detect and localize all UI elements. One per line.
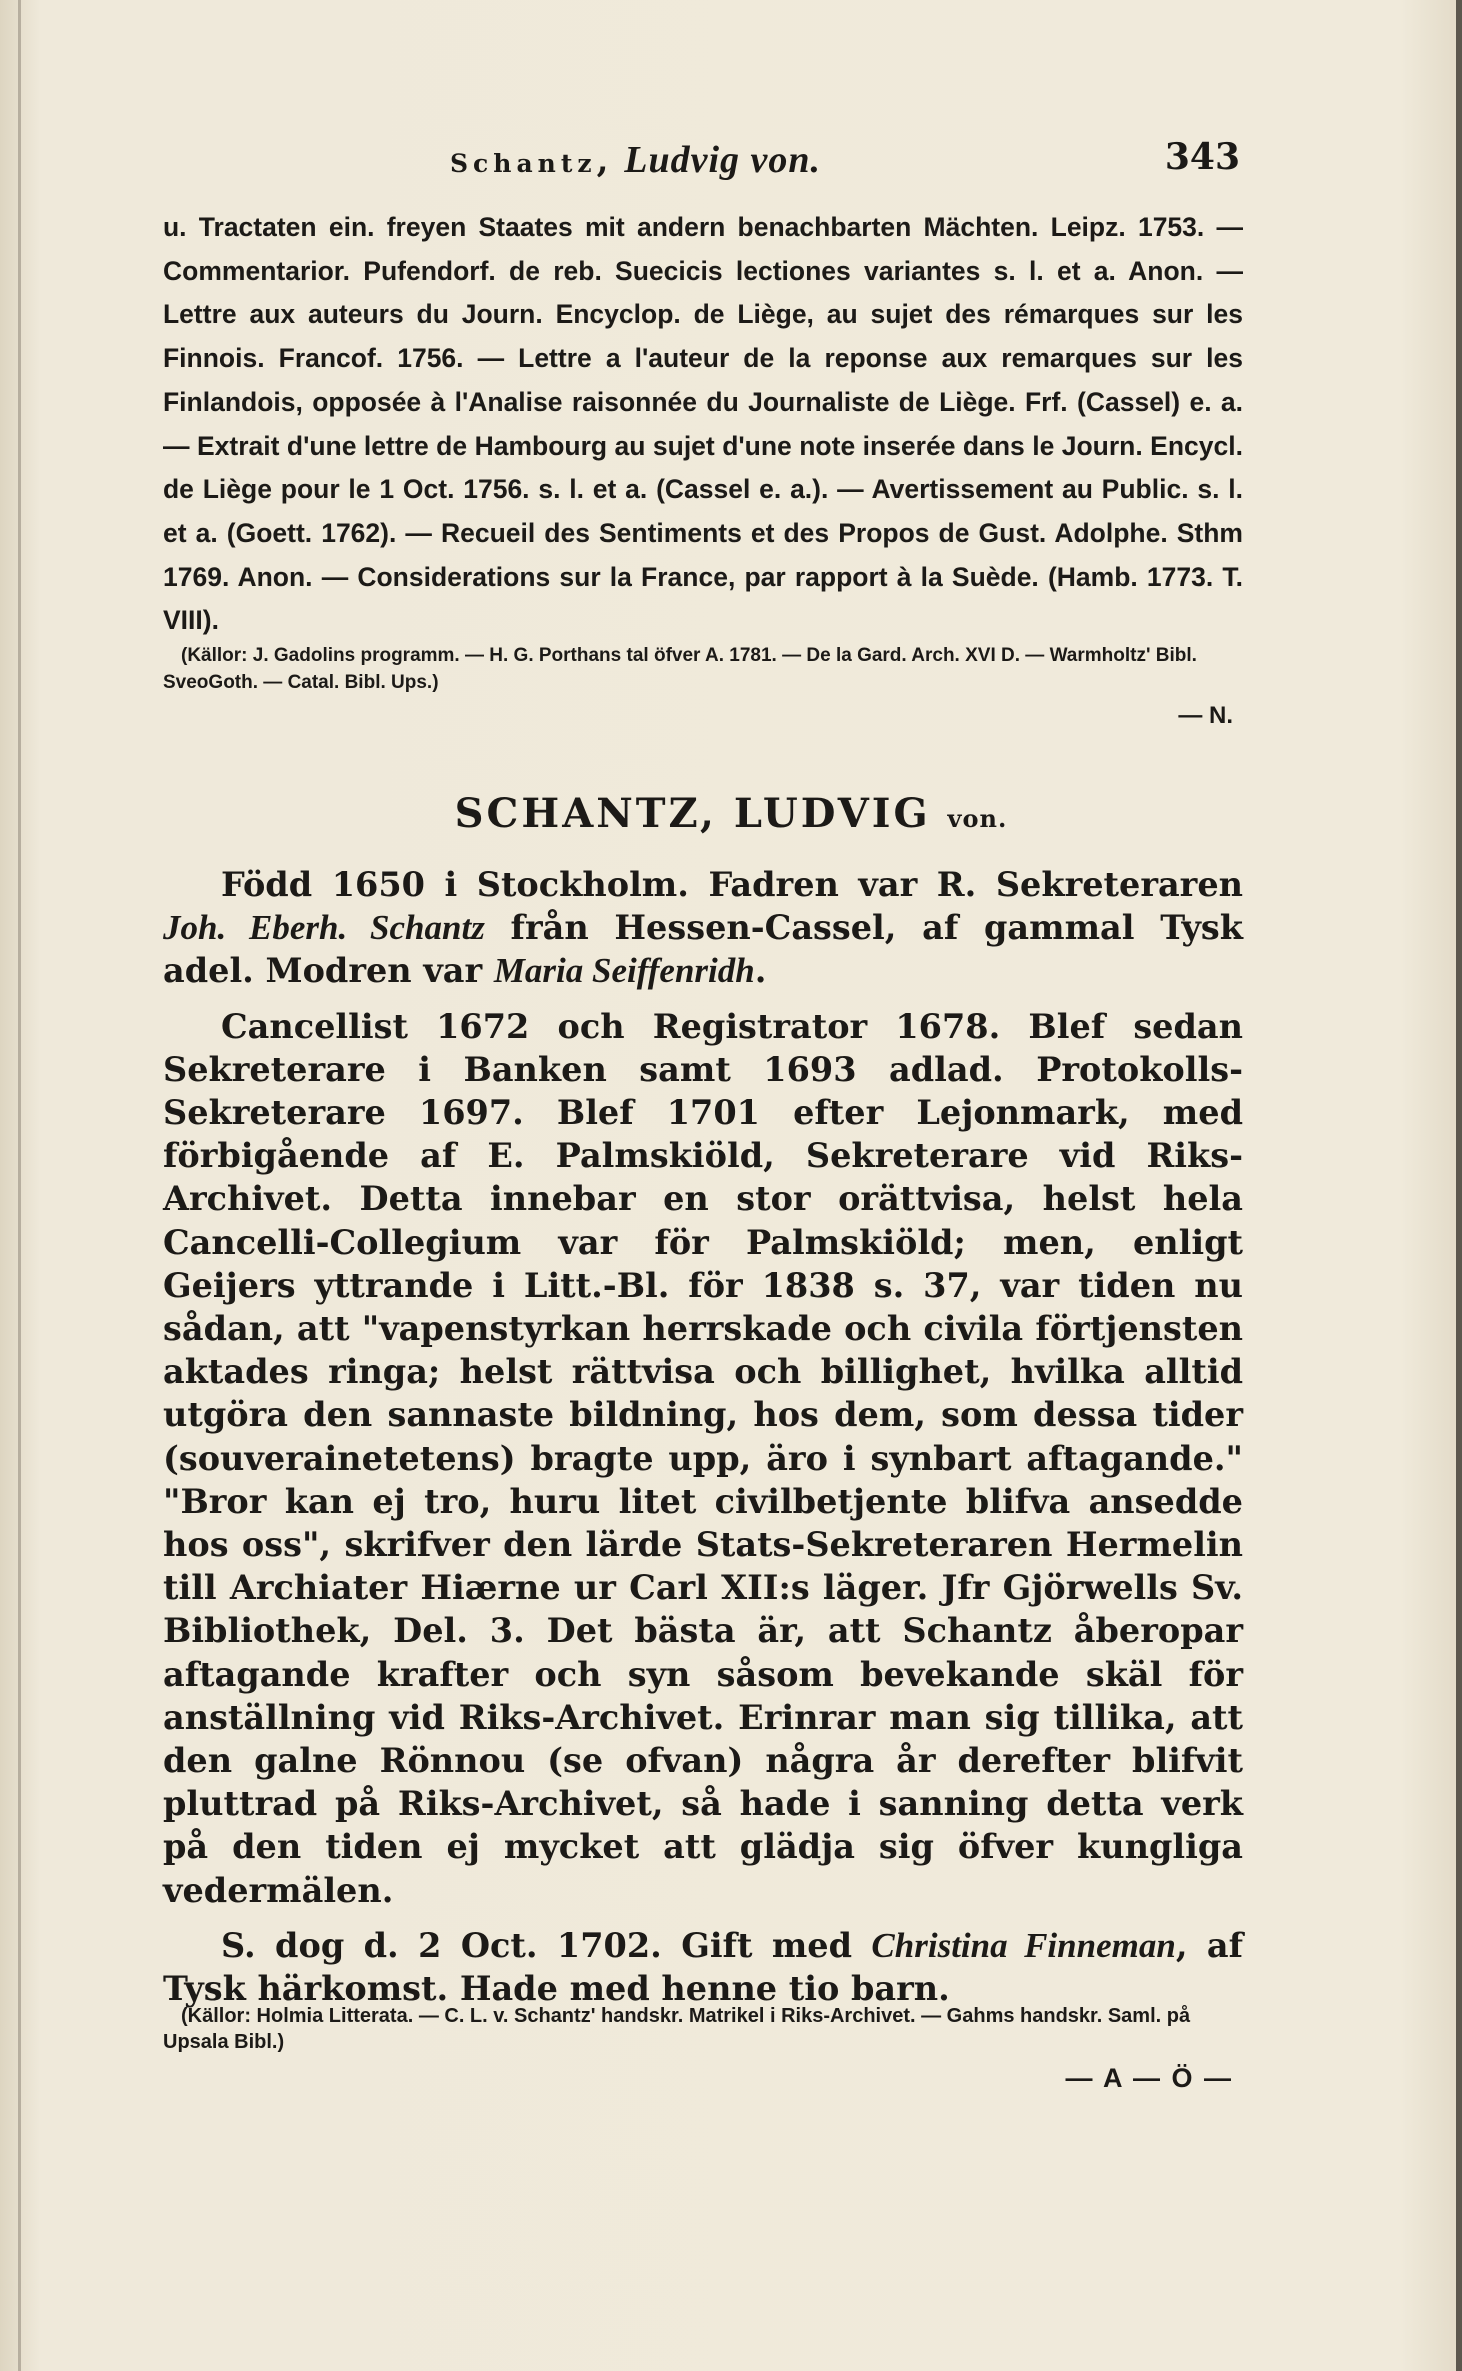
paragraph-death — [163, 1924, 1243, 2010]
paragraph-birth — [163, 863, 1243, 993]
page-number: 343 — [1164, 136, 1240, 178]
p3-text-2: , af Tysk härkomst. Hade med henne tio barn. — [163, 1925, 1244, 2009]
running-head — [450, 138, 821, 182]
entry-title-suffix: von. — [947, 804, 1008, 833]
page-header — [160, 136, 1240, 181]
running-head-surname: Schantz — [450, 149, 597, 178]
previous-entry-signature: — N. — [1178, 702, 1233, 729]
paragraph-career: Cancellist 1672 och Registrator 1678. Blef sedan Sekreterare i Banken samt 1693 adlad. Protokolls-Sekreterare 1697. Blef 1701 efter Lejonmark, med förbigående af E. Palmskiöld, Sekreterare vid Riks-Archivet. Detta innebar en stor orättvisa, helst hela Cancelli-Collegium var för Palmskiöld; men, enligt Geijers yttrande i Litt.-Bl. för 1838 s. 37, var tiden nu sådan, att "vapenstyrkan herrskade och civila förtjensten aktades ringa; helst rättvisa och billighet, hvilka alltid utgöra den sannaste bildning, hos dem, som dessa tider (souverainetetens) bragte upp, äro i synbart aftagande." "Bror kan ej tro, huru litet civilbetjente blifva ansedde hos oss", skrifver den lärde Stats-Sekreteraren Hermelin till Archiater Hiærne ur Carl XII:s läger. Jfr Gjörwells Sv. Bibliothek, Del. 3. Det bästa är, att Schantz åberopar aftagande krafter och syn såsom bevekande skäl för anställning vid Riks-Archivet. Erinrar man sig tillika, att den galne Rönnou (se ofvan) några år derefter blifvit pluttrad på Riks-Archivet, så hade i sanning detta verk på den tiden ej mycket att glädja sig öfver kungliga vedermälen. — [163, 1006, 1243, 1910]
p1-text-2: från Hessen-Cassel, af gammal Tysk adel. Modren var — [163, 908, 1243, 991]
father-name: Joh. Eberh. Schantz — [163, 908, 485, 948]
entry-body — [163, 863, 1243, 2010]
previous-entry-sources: (Källor: J. Gadolins programm. — H. G. Porthans tal öfver A. 1781. — De la Gard. Arch. XVI D. — Warmholtz' Bibl. SveoGoth. — Catal. Bibl. Ups.) — [163, 645, 1197, 693]
p3-text-1: S. dog d. 2 Oct. 1702. Gift med — [221, 1925, 872, 1965]
previous-entry — [163, 206, 1243, 643]
mother-name: Maria Seiffenridh — [493, 951, 755, 991]
entry-sources-block — [163, 2003, 1243, 2094]
entry-sources: (Källor: Holmia Litterata. — C. L. v. Schantz' handskr. Matrikel i Riks-Archivet. — Gahms handskr. Saml. på Upsala Bibl.) — [163, 2005, 1191, 2053]
spouse-name: Christina Finneman — [871, 1925, 1176, 1965]
previous-entry-sources-block — [163, 642, 1243, 730]
running-head-given-name: Ludvig von. — [624, 139, 822, 181]
entry-title — [0, 790, 1462, 837]
previous-entry-bibliography: u. Tractaten ein. freyen Staates mit andern benachbarten Mächten. Leipz. 1753. — Commentarior. Pufendorf. de reb. Suecicis lectiones variantes s. l. et a. Anon. — Lettre aux auteurs du Journ. Encyclop. de Liège, au sujet des rémarques sur les Finnois. Francof. 1756. — Lettre a l'auteur de la reponse aux remarques sur les Finlandois, opposée à l'Analise raisonnée du Journaliste de Liège. Frf. (Cassel) e. a. — Extrait d'une lettre de Hambourg au sujet d'une note inserée dans le Journ. Encycl. de Liège pour le 1 Oct. 1756. s. l. et a. (Cassel e. a.). — Avertissement au Public. s. l. et a. (Goett. 1762). — Recueil des Sentiments et des Propos de Gust. Adolphe. Sthm 1769. Anon. — Considerations sur la France, par rapport à la Suède. (Hamb. 1773. T. VIII). — [163, 212, 1243, 636]
binding-edge — [18, 0, 21, 2371]
page-right-edge — [1456, 0, 1462, 2371]
p1-text-1: Född 1650 i Stockholm. Fadren var R. Sekreteraren — [221, 865, 1243, 904]
entry-title-main: SCHANTZ, LUDVIG — [454, 790, 931, 837]
p1-text-3: . — [754, 951, 767, 991]
running-head-separator: , — [596, 141, 625, 181]
entry-signature: — A — Ö — — [1065, 2063, 1233, 2093]
